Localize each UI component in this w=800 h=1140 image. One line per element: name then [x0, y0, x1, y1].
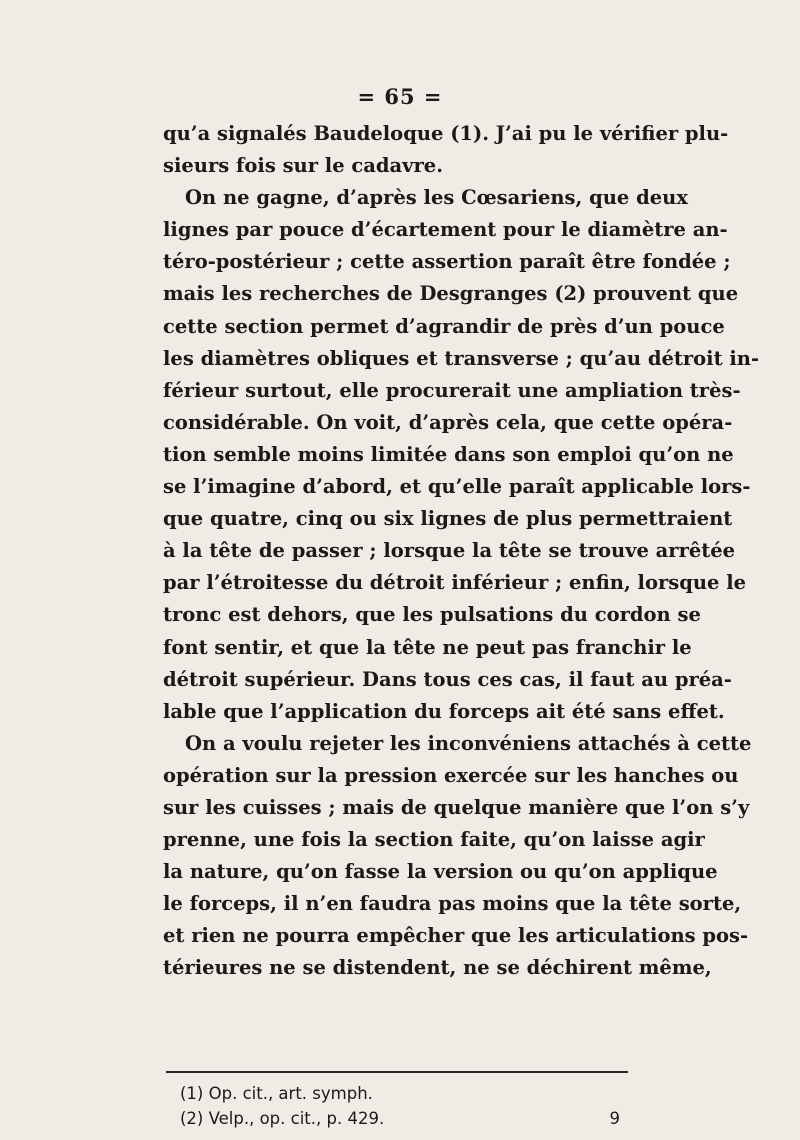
text-line: On a voulu rejeter les inconvéniens attachés à cette	[185, 731, 752, 755]
text-line: sieurs fois sur le cadavre.	[163, 154, 443, 178]
text-line: tion semble moins limitée dans son emploi qu’on ne	[163, 442, 734, 466]
text-line: mais les recherches de Desgranges (2) prouvent que	[163, 282, 739, 306]
body-text	[163, 118, 760, 985]
footnotes	[180, 1081, 630, 1131]
text-line: les diamètres obliques et transverse ; qu’au détroit in-	[163, 346, 760, 370]
footnote	[180, 1081, 630, 1106]
text-line: se l’imagine d’abord, et qu’elle paraît applicable lors-	[163, 475, 751, 499]
footnote-divider	[166, 1071, 628, 1073]
text-line: cette section permet d’agrandir de près d’un pouce	[163, 314, 725, 338]
text-line: considérable. On voit, d’après cela, que cette opéra-	[163, 410, 733, 434]
text-line: et rien ne pourra empêcher que les articulations pos-	[163, 924, 749, 948]
text-line: à la tête de passer ; lorsque la tête se trouve arrêtée	[163, 539, 736, 563]
text-line: tronc est dehors, que les pulsations du cordon se	[163, 603, 701, 627]
signature-mark: 9	[609, 1109, 620, 1128]
footnote	[180, 1106, 630, 1131]
footnote-text: (1) Op. cit., art. symph.	[180, 1084, 373, 1103]
text-line: lable que l’application du forceps ait été sans effet.	[163, 699, 725, 723]
text-line: la nature, qu’on fasse la version ou qu’on applique	[163, 860, 718, 884]
text-line: font sentir, et que la tête ne peut pas franchir le	[163, 635, 692, 659]
text-line: que quatre, cinq ou six lignes de plus permettraient	[163, 507, 733, 531]
page-number: = 65 =	[357, 84, 443, 109]
text-line: férieur surtout, elle procurerait une ampliation très-	[163, 378, 741, 402]
text-line: le forceps, il n’en faudra pas moins que la tête sorte,	[163, 892, 742, 916]
text-line: prenne, une fois la section faite, qu’on laisse agir	[163, 828, 705, 852]
text-line: On ne gagne, d’après les Cœsariens, que deux	[185, 186, 688, 210]
footnote-text: (2) Velp., op. cit., p. 429.	[180, 1109, 385, 1128]
text-line: téro-postérieur ; cette assertion paraît être fondée ;	[163, 250, 731, 274]
text-line: opération sur la pression exercée sur les hanches ou	[163, 763, 739, 787]
text-line: qu’a signalés Baudeloque (1). J’ai pu le vérifier plu-	[163, 122, 729, 145]
text-line: lignes par pouce d’écartement pour le diamètre an-	[163, 218, 728, 242]
text-line: sur les cuisses ; mais de quelque manière que l’on s’y	[163, 795, 750, 819]
text-line: térieures ne se distendent, ne se déchirent même,	[163, 956, 712, 980]
text-line: détroit supérieur. Dans tous ces cas, il faut au préa-	[163, 667, 732, 691]
text-line: par l’étroitesse du détroit inférieur ; enfin, lorsque le	[163, 571, 747, 595]
